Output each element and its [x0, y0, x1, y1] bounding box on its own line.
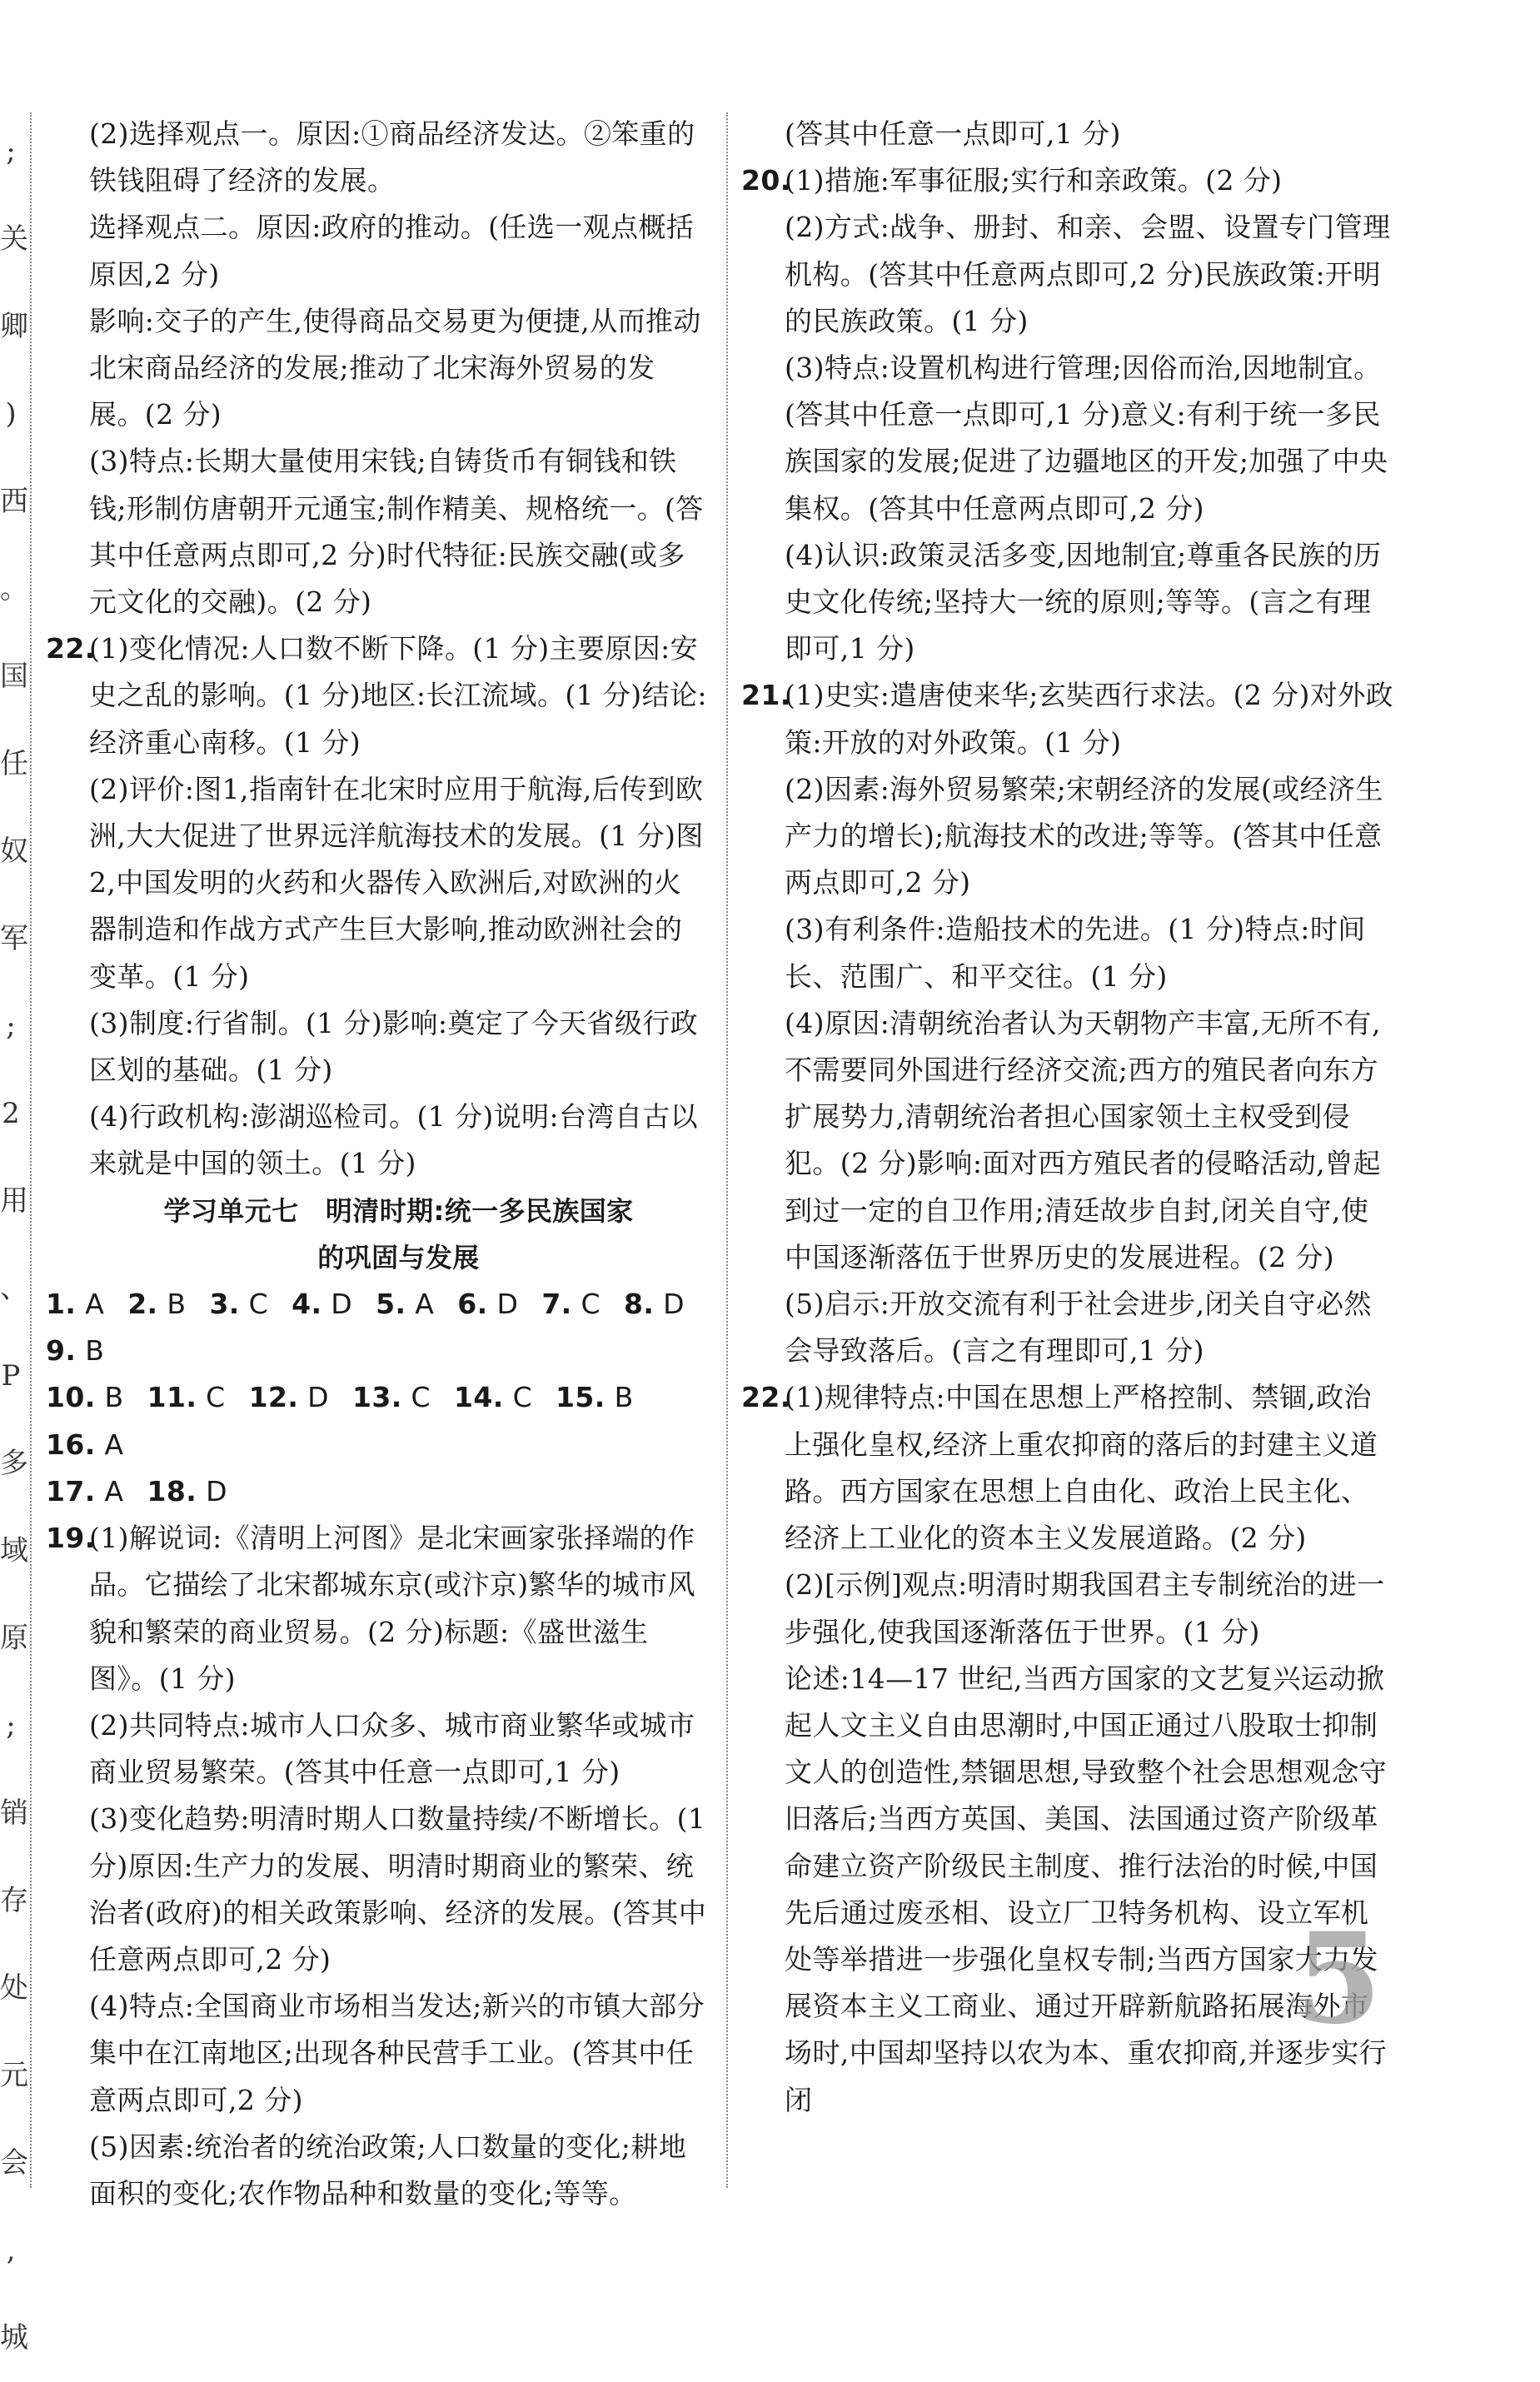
q20-part1: (1)措施:军事征服;实行和亲政策。(2 分)	[785, 164, 1283, 197]
answer-letter: D	[321, 1288, 353, 1321]
margin-glyph: 2	[2, 1097, 20, 1130]
q21-part2: (2)选择观点一。原因:①商品经济发达。②笨重的铁钱阻碍了经济的发展。	[89, 117, 695, 197]
answer-number: 11.	[147, 1381, 197, 1414]
margin-glyph: ;	[6, 1009, 16, 1043]
answer-letter: D	[197, 1474, 227, 1507]
margin-glyph: 卿	[0, 310, 28, 343]
q21r-part4: (4)原因:清朝统治者认为天朝物产丰富,无所不有,不需要同外国进行经济交流;西方的殖民者向东方扩展势力,清朝统治者担心国家领土主权受到侵犯。(2 分)影响:面对西方殖民者的侵略活动,曾起到过一定的自卫作用;清廷故步自封,闭关自守,使中国逐渐落伍于世界历史的发展进程。(2 分)	[785, 1006, 1381, 1273]
answer-number: 15.	[556, 1381, 606, 1414]
q20-part4: (4)认识:政策灵活多变,因地制宜;尊重各民族的历史文化传统;坚持大一统的原则;等等。(言之有理即可,1 分)	[785, 538, 1382, 665]
margin-glyph: ;	[6, 1709, 16, 1742]
margin-glyph: 销	[0, 1796, 28, 1830]
question-20	[741, 157, 1395, 204]
q22r-argument: 论述:14—17 世纪,当西方国家的文艺复兴运动掀起人文主义自由思潮时,中国正通过八股取士抑制文人的创造性,禁锢思想,导致整个社会思想观念守旧落后;当西方英国、美国、法国通过资产阶级革命建立资产阶级民主制度、推行法治的时候,中国先后通过废丞相、设立厂卫特务机构、设立军机处等举措进一步强化皇权专制;当西方国家大力发展资本主义工商业、通过开辟新航路拓展海外市场时,中国却坚持以农为本、重农抑商,并逐步实行闭	[785, 1662, 1388, 2116]
q21-part2-alt: 选择观点二。原因:政府的推动。(任选一观点概括原因,2 分)	[89, 211, 695, 291]
answer-number: 3.	[209, 1288, 240, 1321]
margin-glyph: 用	[0, 1184, 28, 1218]
q20-part2: (2)方式:战争、册封、和亲、会盟、设置专门管理机构。(答其中任意两点即可,2 分)民族政策:开明的民族政策。(1 分)	[785, 211, 1391, 337]
left-column	[46, 111, 708, 2217]
answer-letter: C	[401, 1381, 431, 1414]
question-number: 22.	[741, 1381, 791, 1414]
answer-number: 16.	[46, 1428, 96, 1461]
answer-letter: A	[95, 1474, 124, 1507]
question-19	[46, 1515, 708, 1702]
answer-number: 9.	[46, 1334, 77, 1368]
answer-item	[376, 1281, 434, 1328]
answer-letter: A	[76, 1288, 105, 1321]
answer-row	[46, 1468, 708, 1515]
margin-glyph: ;	[6, 135, 16, 168]
answer-item	[147, 1468, 227, 1515]
question-22-right	[741, 1374, 1395, 1562]
margin-glyph: ,	[6, 2234, 16, 2267]
margin-glyph: 多	[0, 1447, 28, 1480]
unit-title: 学习单元七 明清时期:统一多民族国家	[163, 1194, 634, 1227]
margin-glyph: 处	[0, 1971, 28, 2005]
q19-part2: (2)共同特点:城市人口众多、城市商业繁华或城市商业贸易繁荣。(答其中任意一点即可,1 分)	[89, 1708, 695, 1789]
answer-item	[147, 1374, 226, 1421]
answer-number: 12.	[248, 1381, 299, 1414]
margin-glyph: 国	[0, 660, 28, 693]
q21-impact: 影响:交子的产生,使得商品交易更为便捷,从而推动北宋商品经济的发展;推动了北宋海外贸易的发展。(2 分)	[89, 304, 701, 431]
answer-item	[556, 1374, 634, 1421]
question-22-left	[46, 625, 708, 766]
margin-glyph: 奴	[0, 835, 28, 868]
question-number: 21.	[741, 679, 791, 712]
question-number: 20.	[741, 164, 791, 197]
margin-glyph: 。	[0, 572, 28, 605]
q22r-part2: (2)[示例]观点:明清时期我国君主专制统治的进一步强化,使我国逐渐落伍于世界。(1 分)	[785, 1568, 1385, 1648]
margin-glyph: 城	[0, 2321, 28, 2355]
left-dotted-divider	[30, 112, 32, 2188]
q22-part2: (2)评价:图1,指南针在北宋时应用于航海,后传到欧洲,大大促进了世界远洋航海技术的发展。(1 分)图2,中国发明的火药和火器传入欧洲后,对欧洲的火器制造和作战方式产生巨大影响,推动欧洲社会的变革。(1 分)	[89, 772, 704, 993]
answer-item	[127, 1281, 186, 1328]
question-number: 19.	[46, 1522, 96, 1555]
q19-part5-tail: (答其中任意一点即可,1 分)	[785, 117, 1121, 150]
margin-glyph: 任	[0, 747, 28, 780]
answer-letter: B	[95, 1381, 124, 1414]
margin-glyph: 关	[0, 222, 28, 256]
answer-item	[46, 1422, 124, 1468]
answer-item	[457, 1281, 518, 1328]
answer-number: 8.	[623, 1288, 655, 1321]
q19-part3: (3)变化趋势:明清时期人口数量持续/不断增长。(1 分)原因:生产力的发展、明清时期商业的繁荣、统治者(政府)的相关政策影响、经济的发展。(答其中任意两点即可,2 分)	[89, 1802, 707, 1976]
q22-part4: (4)行政机构:澎湖巡检司。(1 分)说明:台湾自古以来就是中国的领土。(1 分)	[89, 1100, 699, 1180]
q21r-part5: (5)启示:开放交流有利于社会进步,闭关自守必然会导致落后。(言之有理即可,1 分)	[785, 1288, 1372, 1368]
q21r-part2: (2)因素:海外贸易繁荣;宋朝经济的发展(或经济生产力的增长);航海技术的改进;等等。(答其中任意两点即可,2 分)	[785, 772, 1383, 899]
answer-letter: B	[76, 1334, 105, 1368]
q20-part3: (3)特点:设置机构进行管理;因俗而治,因地制宜。(答其中任意一点即可,1 分)意义:有利于统一多民族国家的发展;促进了边疆地区的开发;加强了中央集权。(答其中任意两点即可,2 分)	[785, 351, 1388, 525]
answer-number: 14.	[454, 1381, 504, 1414]
margin-glyph: P	[1, 1359, 21, 1393]
answer-letter: D	[298, 1381, 329, 1414]
q22-part1: (1)变化情况:人口数不断下降。(1 分)主要原因:安史之乱的影响。(1 分)地区:长江流域。(1 分)结论:经济重心南移。(1 分)	[89, 632, 707, 759]
answer-letter: D	[654, 1288, 685, 1321]
q21r-part3: (3)有利条件:造船技术的先进。(1 分)特点:时间长、范围广、和平交往。(1 分)	[785, 913, 1366, 993]
margin-glyph: 西	[0, 485, 28, 518]
watermark-glyph: 5	[1294, 1924, 1383, 2041]
page-watermark-logo	[1288, 1924, 1388, 2041]
q21-part1: (1)史实:遣唐使来华;玄奘西行求法。(2 分)对外政策:开放的对外政策。(1 分)	[785, 679, 1394, 759]
answer-item	[46, 1468, 124, 1515]
answer-number: 7.	[541, 1288, 572, 1321]
answer-row	[46, 1374, 708, 1468]
left-margin-cropped-text	[0, 108, 28, 2382]
margin-glyph: 会	[0, 2146, 28, 2180]
q22-part3: (3)制度:行省制。(1 分)影响:奠定了今天省级行政区划的基础。(1 分)	[89, 1006, 699, 1087]
margin-glyph: 军	[0, 922, 28, 955]
margin-glyph: 、	[0, 1272, 28, 1305]
answer-item	[541, 1281, 601, 1328]
answer-number: 18.	[147, 1474, 197, 1507]
q19-part1: (1)解说词:《清明上河图》是北宋画家张择端的作品。它描绘了北宋都城东京(或汴京)繁华的城市风貌和繁荣的商业贸易。(2 分)标题:《盛世滋生图》。(1 分)	[89, 1522, 695, 1695]
answer-letter: C	[239, 1288, 269, 1321]
answer-item	[624, 1281, 685, 1328]
center-dotted-divider	[726, 112, 728, 2188]
answer-number: 6.	[457, 1288, 488, 1321]
question-21	[741, 672, 1395, 765]
q21-part3: (3)特点:长期大量使用宋钱;自铸货币有铜钱和铁钱;形制仿唐朝开元通宝;制作精美、规格统一。(答其中任意两点即可,2 分)时代特征:民族交融(或多元文化的交融)。(2 分)	[89, 445, 704, 619]
answer-number: 4.	[292, 1288, 322, 1321]
right-column	[741, 111, 1395, 2124]
answer-item	[352, 1374, 431, 1421]
answer-number: 5.	[376, 1288, 406, 1321]
q19-part5: (5)因素:统治者的统治政策;人口数量的变化;耕地面积的变化;农作物品种和数量的变化;等等。	[89, 2130, 687, 2210]
answer-item	[209, 1281, 268, 1328]
answer-letter: C	[571, 1288, 601, 1321]
answer-letter: A	[95, 1428, 124, 1461]
answer-row	[46, 1281, 708, 1374]
answer-number: 17.	[46, 1474, 96, 1507]
answer-letter: B	[605, 1381, 634, 1414]
answer-item	[454, 1374, 532, 1421]
answer-number: 13.	[352, 1381, 402, 1414]
answer-item	[249, 1374, 329, 1421]
margin-glyph: 存	[0, 1884, 28, 1917]
margin-glyph: 域	[0, 1534, 28, 1567]
answer-item	[46, 1374, 124, 1421]
margin-glyph: 原	[0, 1622, 28, 1655]
margin-glyph: 元	[0, 2059, 28, 2092]
answer-letter: C	[503, 1381, 533, 1414]
answer-number: 10.	[46, 1381, 96, 1414]
answer-number: 2.	[127, 1288, 158, 1321]
answer-letter: A	[406, 1288, 435, 1321]
choice-answers	[46, 1281, 708, 1515]
answer-item	[46, 1281, 104, 1328]
answer-letter: D	[487, 1288, 519, 1321]
answer-number: 1.	[46, 1288, 77, 1321]
q22r-part1: (1)规律特点:中国在思想上严格控制、禁锢,政治上强化皇权,经济上重农抑商的落后的封建主义道路。西方国家在思想上自由化、政治上民主化、经济上工业化的资本主义发展道路。(2 分)	[785, 1381, 1378, 1555]
q19-part4: (4)特点:全国商业市场相当发达;新兴的市镇大部分集中在江南地区;出现各种民营手工业。(答其中任意两点即可,2 分)	[89, 1990, 705, 2116]
question-number: 22.	[46, 632, 96, 665]
answer-item	[292, 1281, 352, 1328]
answer-letter: C	[197, 1381, 226, 1414]
unit-subtitle: 的巩固与发展	[317, 1241, 480, 1273]
answer-item	[46, 1328, 104, 1374]
margin-glyph: )	[5, 397, 17, 431]
answer-letter: B	[157, 1288, 187, 1321]
